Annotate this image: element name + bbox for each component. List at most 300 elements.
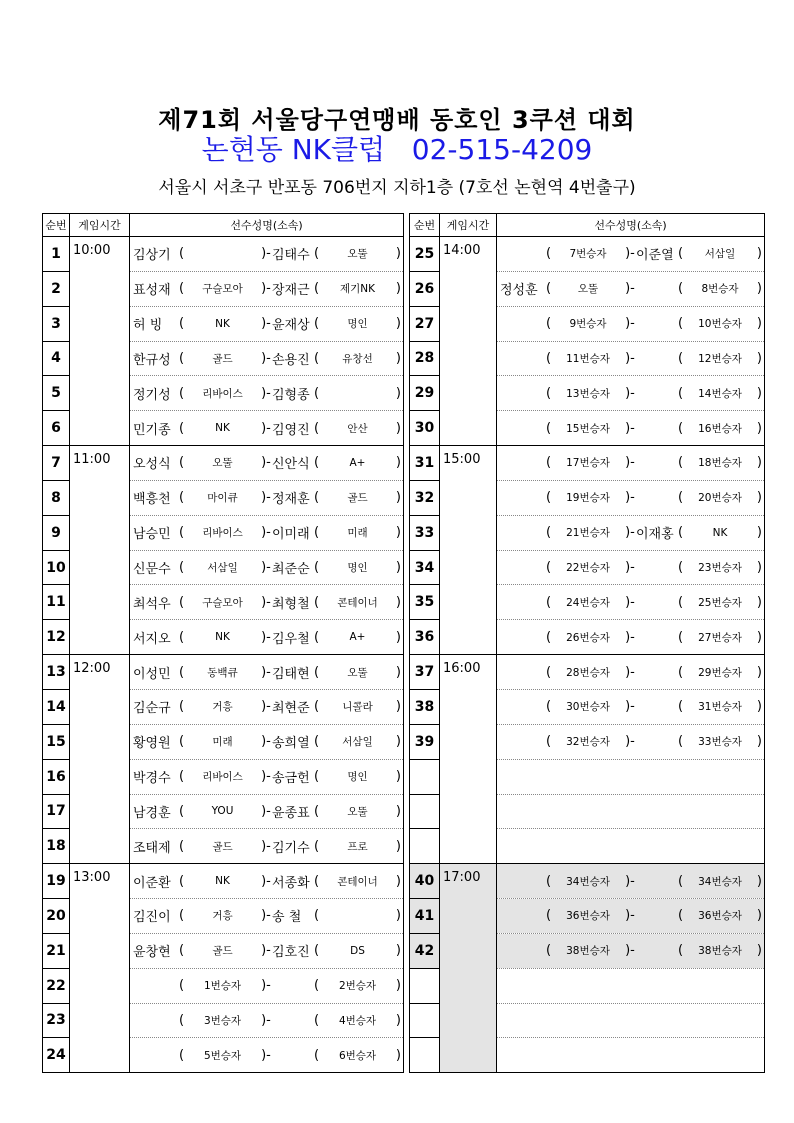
paren-open: (	[179, 281, 185, 297]
match-line	[130, 272, 403, 306]
match-players	[497, 376, 765, 411]
player1-name: 박경수	[133, 771, 171, 787]
player2-name: 서종화	[272, 875, 310, 891]
paren-close: )	[395, 908, 401, 924]
match-number: 1	[43, 237, 70, 272]
player2-name: 김태수	[272, 248, 310, 264]
match-number: 29	[410, 376, 440, 411]
paren-close: )	[756, 560, 762, 576]
player2-name: 이재홍	[636, 527, 674, 543]
player2-club: 31번승자	[698, 701, 742, 714]
player1-club: 19번승자	[566, 492, 610, 505]
player2-club: 명인	[347, 562, 368, 575]
match-number: 16	[43, 759, 70, 794]
match-players	[130, 306, 404, 341]
player2-club: 콘테이너	[337, 875, 378, 888]
match-line	[497, 237, 764, 271]
paren-open: (	[678, 699, 684, 715]
paren-open: (	[546, 560, 552, 576]
separator: )-	[625, 246, 635, 262]
player2-club: 34번승자	[698, 875, 742, 888]
player2-name: 송희열	[272, 736, 310, 752]
match-line	[130, 934, 403, 968]
player1-club: 21번승자	[566, 527, 610, 540]
match-number: 37	[410, 655, 440, 690]
match-players	[497, 968, 765, 1003]
player2-name: 최형철	[272, 596, 310, 612]
match-players	[497, 411, 765, 446]
player2-club: 안산	[347, 422, 368, 435]
match-number: 33	[410, 515, 440, 550]
match-line	[497, 899, 764, 933]
paren-close: )	[756, 664, 762, 680]
player1-name: 서지오	[133, 631, 171, 647]
player2-club: 33번승자	[698, 736, 742, 749]
match-players	[130, 1003, 404, 1038]
separator: )-	[261, 978, 271, 994]
player1-club: 구슬모아	[202, 283, 243, 296]
player1-club: 3번승자	[203, 1014, 242, 1027]
paren-open: (	[678, 281, 684, 297]
match-line	[497, 934, 764, 968]
paren-open: (	[678, 455, 684, 471]
paren-open: (	[314, 978, 320, 994]
player2-name: 김우철	[272, 631, 310, 647]
separator: )-	[261, 873, 271, 889]
match-players	[497, 933, 765, 968]
paren-open: (	[546, 350, 552, 366]
match-players	[130, 864, 404, 899]
player2-name: 김태현	[272, 666, 310, 682]
header-players: 선수성명(소속)	[130, 214, 404, 237]
match-number: 13	[43, 655, 70, 690]
separator: )-	[625, 664, 635, 680]
match-line	[497, 551, 764, 585]
player1-name: 최석우	[133, 596, 171, 612]
match-players	[497, 237, 765, 272]
separator: )-	[625, 873, 635, 889]
match-players	[130, 411, 404, 446]
match-number: 25	[410, 237, 440, 272]
paren-close: )	[756, 420, 762, 436]
match-number: 7	[43, 446, 70, 481]
player1-name: 김진이	[133, 910, 171, 926]
separator: )-	[625, 525, 635, 541]
separator: )-	[625, 350, 635, 366]
paren-open: (	[678, 420, 684, 436]
match-players	[130, 271, 404, 306]
match-line	[130, 620, 403, 654]
match-line	[130, 969, 403, 1003]
venue-line: 논현동 NK클럽 02-515-4209	[201, 133, 593, 166]
match-players	[130, 655, 404, 690]
paren-open: (	[546, 490, 552, 506]
match-line	[130, 655, 403, 689]
paren-close: )	[395, 873, 401, 889]
player1-club: 미래	[212, 736, 233, 749]
player1-club: 15번승자	[566, 422, 610, 435]
match-number	[410, 759, 440, 794]
match-line	[497, 690, 764, 724]
table-row	[43, 446, 404, 481]
player1-name: 황영원	[133, 736, 171, 752]
player2-name: 이미래	[272, 527, 310, 543]
player1-name: 남승민	[133, 527, 171, 543]
paren-open: (	[179, 978, 185, 994]
match-number: 14	[43, 689, 70, 724]
match-players	[497, 655, 765, 690]
player1-club: 11번승자	[566, 352, 610, 365]
table-row	[410, 446, 765, 481]
match-line	[130, 864, 403, 898]
player1-name: 조태제	[133, 840, 171, 856]
schedule-table-right	[409, 213, 765, 1073]
paren-open: (	[678, 629, 684, 645]
paren-open: (	[179, 490, 185, 506]
player2-club: 미래	[347, 527, 368, 540]
paren-open: (	[179, 316, 185, 332]
player1-club: 22번승자	[566, 562, 610, 575]
schedule-table-left	[42, 213, 404, 1073]
paren-close: )	[756, 490, 762, 506]
player1-club: 동백큐	[207, 666, 238, 679]
paren-open: (	[179, 560, 185, 576]
player2-club: A+	[349, 631, 366, 644]
player2-name: 김기수	[272, 840, 310, 856]
separator: )-	[625, 629, 635, 645]
paren-close: )	[395, 316, 401, 332]
player1-name: 김상기	[133, 248, 171, 264]
separator: )-	[261, 629, 271, 645]
match-players	[497, 1003, 765, 1038]
player2-club: 16번승자	[698, 422, 742, 435]
separator: )-	[625, 594, 635, 610]
match-line	[130, 342, 403, 376]
paren-close: )	[395, 1047, 401, 1063]
player1-club: 골드	[212, 840, 233, 853]
player1-club: NK	[215, 631, 230, 644]
match-players	[130, 480, 404, 515]
match-players	[130, 829, 404, 864]
match-line	[497, 481, 764, 515]
paren-close: )	[756, 699, 762, 715]
player1-club: NK	[215, 422, 230, 435]
paren-open: (	[179, 420, 185, 436]
match-players	[130, 689, 404, 724]
paren-open: (	[179, 525, 185, 541]
player1-name: 김순규	[133, 701, 171, 717]
player1-club: 리바이스	[202, 527, 243, 540]
separator: )-	[625, 734, 635, 750]
player2-club: 6번승자	[338, 1049, 377, 1062]
header-no: 순번	[410, 214, 440, 237]
paren-open: (	[546, 908, 552, 924]
player1-club: 36번승자	[566, 910, 610, 923]
player1-club: YOU	[211, 805, 234, 818]
match-line	[497, 864, 764, 898]
paren-open: (	[179, 246, 185, 262]
paren-open: (	[314, 873, 320, 889]
paren-close: )	[395, 246, 401, 262]
match-number: 39	[410, 724, 440, 759]
paren-close: )	[756, 734, 762, 750]
paren-close: )	[395, 699, 401, 715]
paren-open: (	[179, 803, 185, 819]
match-players	[497, 899, 765, 934]
player2-club: 프로	[347, 840, 368, 853]
match-players	[130, 376, 404, 411]
player2-name: 최현준	[272, 701, 310, 717]
match-players	[497, 271, 765, 306]
match-players	[130, 515, 404, 550]
match-players	[130, 899, 404, 934]
player2-name: 정재훈	[272, 492, 310, 508]
match-number: 19	[43, 864, 70, 899]
player1-club: 28번승자	[566, 666, 610, 679]
match-line	[130, 760, 403, 794]
game-time: 14:00	[440, 237, 497, 446]
separator: )-	[261, 1012, 271, 1028]
paren-open: (	[546, 455, 552, 471]
game-time: 10:00	[70, 237, 130, 446]
paren-close: )	[756, 246, 762, 262]
paren-open: (	[546, 943, 552, 959]
paren-open: (	[678, 246, 684, 262]
player1-club: 17번승자	[566, 457, 610, 470]
match-line	[130, 690, 403, 724]
paren-open: (	[314, 943, 320, 959]
separator: )-	[261, 316, 271, 332]
player2-name: 김영진	[272, 422, 310, 438]
player1-name: 한규성	[133, 352, 171, 368]
paren-close: )	[756, 455, 762, 471]
player1-name: 이준환	[133, 875, 171, 891]
match-line	[497, 620, 764, 654]
paren-open: (	[546, 594, 552, 610]
match-number: 30	[410, 411, 440, 446]
player1-name: 오성식	[133, 457, 171, 473]
table-row	[43, 237, 404, 272]
paren-open: (	[179, 873, 185, 889]
separator: )-	[625, 908, 635, 924]
paren-open: (	[678, 316, 684, 332]
paren-open: (	[546, 385, 552, 401]
player2-name: 손용진	[272, 352, 310, 368]
match-number: 38	[410, 689, 440, 724]
match-players	[497, 829, 765, 864]
match-number	[410, 794, 440, 829]
match-line	[130, 551, 403, 585]
player2-name: 윤재상	[272, 318, 310, 334]
player1-club: 거흥	[212, 701, 233, 714]
player1-club: 마이큐	[207, 492, 238, 505]
paren-close: )	[395, 734, 401, 750]
match-number	[410, 1038, 440, 1073]
paren-open: (	[546, 246, 552, 262]
paren-close: )	[756, 873, 762, 889]
paren-close: )	[395, 350, 401, 366]
player1-club: 38번승자	[566, 945, 610, 958]
player1-name: 신문수	[133, 562, 171, 578]
match-line	[130, 307, 403, 341]
player1-club: 13번승자	[566, 387, 610, 400]
table-header	[43, 214, 404, 237]
paren-open: (	[678, 560, 684, 576]
game-time: 15:00	[440, 446, 497, 655]
player1-name: 윤창현	[133, 945, 171, 961]
match-number: 34	[410, 550, 440, 585]
paren-open: (	[314, 385, 320, 401]
player2-club: 골드	[347, 492, 368, 505]
player1-club: 오뚤	[577, 283, 599, 296]
player2-name: 신안식	[272, 457, 310, 473]
separator: )-	[261, 838, 271, 854]
match-line	[130, 237, 403, 271]
paren-open: (	[314, 560, 320, 576]
paren-open: (	[678, 908, 684, 924]
game-time: 16:00	[440, 655, 497, 864]
separator: )-	[261, 734, 271, 750]
paren-close: )	[756, 908, 762, 924]
paren-close: )	[395, 420, 401, 436]
paren-open: (	[179, 629, 185, 645]
match-players	[130, 237, 404, 272]
match-players	[130, 620, 404, 655]
paren-open: (	[314, 838, 320, 854]
paren-open: (	[678, 525, 684, 541]
match-number: 15	[43, 724, 70, 759]
separator: )-	[261, 350, 271, 366]
page-title: 제71회 서울당구연맹배 동호인 3쿠션 대회	[158, 106, 636, 134]
player1-club: 26번승자	[566, 631, 610, 644]
match-line	[130, 446, 403, 480]
match-players	[497, 620, 765, 655]
match-number: 27	[410, 306, 440, 341]
player2-club: 2번승자	[338, 980, 377, 993]
player1-club: 30번승자	[566, 701, 610, 714]
player2-club: 명인	[347, 771, 368, 784]
player2-name: 송 철	[272, 910, 302, 926]
player2-club: 서삼일	[704, 248, 736, 261]
game-time: 12:00	[70, 655, 130, 864]
separator: )-	[625, 420, 635, 436]
match-line	[130, 376, 403, 410]
player1-name: 정기성	[133, 387, 171, 403]
paren-close: )	[756, 943, 762, 959]
separator: )-	[625, 316, 635, 332]
match-number: 42	[410, 933, 440, 968]
match-players	[130, 341, 404, 376]
separator: )-	[625, 560, 635, 576]
player2-club: DS	[350, 944, 365, 957]
paren-open: (	[546, 734, 552, 750]
match-number: 20	[43, 899, 70, 934]
match-number: 31	[410, 446, 440, 481]
separator: )-	[261, 1047, 271, 1063]
match-line	[130, 899, 403, 933]
match-number: 41	[410, 899, 440, 934]
paren-close: )	[395, 664, 401, 680]
game-time: 13:00	[70, 864, 130, 1073]
match-line	[497, 446, 764, 480]
match-number	[410, 829, 440, 864]
separator: )-	[261, 769, 271, 785]
match-players	[497, 341, 765, 376]
separator: )-	[261, 385, 271, 401]
match-line	[497, 307, 764, 341]
paren-open: (	[678, 385, 684, 401]
paren-open: (	[314, 316, 320, 332]
match-line	[130, 829, 403, 863]
match-number: 23	[43, 1003, 70, 1038]
table-header	[410, 214, 765, 237]
match-line	[130, 725, 403, 759]
player1-club: 24번승자	[566, 596, 610, 609]
paren-open: (	[314, 1047, 320, 1063]
paren-open: (	[179, 664, 185, 680]
separator: )-	[261, 455, 271, 471]
match-players	[130, 933, 404, 968]
separator: )-	[261, 594, 271, 610]
match-players	[497, 446, 765, 481]
paren-open: (	[678, 350, 684, 366]
table-row	[410, 864, 765, 899]
player1-club: 구슬모아	[202, 596, 243, 609]
paren-close: )	[395, 1012, 401, 1028]
match-players	[130, 724, 404, 759]
match-number: 28	[410, 341, 440, 376]
table-row	[410, 237, 765, 272]
paren-close: )	[395, 385, 401, 401]
paren-open: (	[314, 769, 320, 785]
paren-close: )	[395, 769, 401, 785]
match-line	[497, 411, 764, 445]
paren-open: (	[314, 246, 320, 262]
paren-open: (	[546, 316, 552, 332]
match-number: 10	[43, 550, 70, 585]
separator: )-	[261, 908, 271, 924]
paren-open: (	[179, 1047, 185, 1063]
match-players	[497, 689, 765, 724]
paren-open: (	[314, 699, 320, 715]
separator: )-	[261, 490, 271, 506]
game-time: 17:00	[440, 864, 497, 1073]
player1-club: NK	[215, 875, 230, 888]
match-line	[497, 585, 764, 619]
paren-open: (	[179, 385, 185, 401]
player2-name: 장재근	[272, 283, 310, 299]
match-number: 3	[43, 306, 70, 341]
paren-close: )	[756, 385, 762, 401]
paren-open: (	[314, 664, 320, 680]
paren-close: )	[395, 838, 401, 854]
separator: )-	[261, 420, 271, 436]
match-number: 21	[43, 933, 70, 968]
paren-open: (	[179, 594, 185, 610]
match-players	[130, 794, 404, 829]
match-number: 4	[43, 341, 70, 376]
separator: )-	[625, 385, 635, 401]
paren-open: (	[179, 838, 185, 854]
player2-club: 23번승자	[698, 562, 742, 575]
paren-open: (	[314, 908, 320, 924]
separator: )-	[261, 525, 271, 541]
match-players	[497, 794, 765, 829]
player1-name: 표성재	[133, 283, 171, 299]
player1-club: 골드	[212, 945, 233, 958]
player2-club: 제기NK	[339, 283, 376, 296]
match-players	[497, 759, 765, 794]
